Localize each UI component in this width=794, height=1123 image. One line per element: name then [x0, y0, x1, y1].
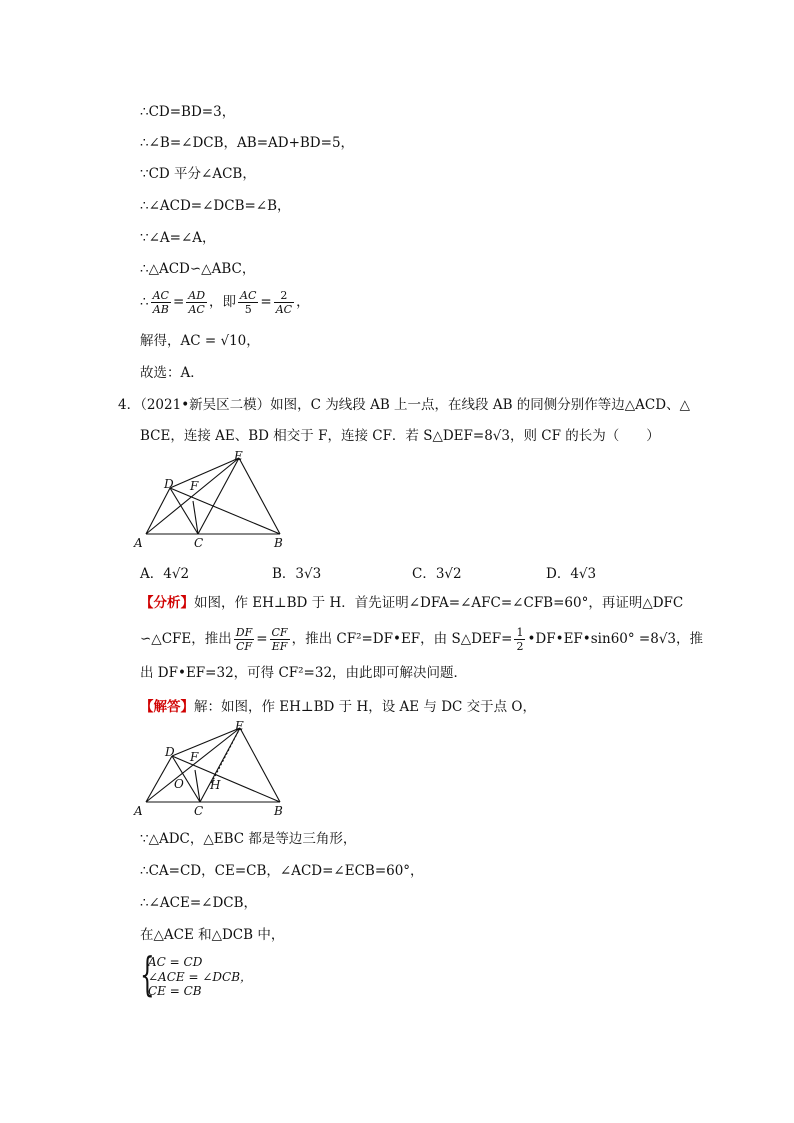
option-d[interactable]: D．4√3 [546, 566, 597, 582]
analysis-line: 出 DF•EF=32，可得 CF²=32，由此即可解决问题． [140, 665, 468, 681]
analysis-line: ∽△CFE，推出 $\frac{DF}{CF}$ = $\frac{CF}{EF}$ ，推出 CF²=DF•EF，由 S△DEF= $\frac{1}{2}$ •DF•EF•sin60° =8√3，推 [140, 626, 704, 653]
text-line: ∴△ACD∽△ABC， [140, 261, 256, 277]
analysis-tag: 【分析】 [140, 595, 194, 611]
answer-line: 【解答】解：如图，作 EH⊥BD 于 H，设 AE 与 DC 交于点 O， [140, 699, 536, 715]
fraction: $\frac{AC}{AB}$ [152, 289, 169, 316]
analysis-line: 【分析】如图，作 EH⊥BD 于 H．首先证明∠DFA=∠AFC=∠CFB=60°，再证明△DFC [140, 595, 684, 611]
point-label: H [210, 778, 221, 792]
text-line: 故选：A． [140, 365, 204, 381]
fraction: $\frac{DF}{CF}$ [235, 626, 253, 653]
fraction: $\frac{2}{AC}$ [275, 289, 293, 316]
fraction: $\frac{CF}{EF}$ [271, 626, 288, 653]
fraction: $\frac{1}{2}$ [516, 626, 524, 653]
answer-line: ∵△ADC，△EBC 都是等边三角形， [140, 831, 357, 847]
point-label: D [165, 745, 175, 759]
option-a[interactable]: A．4√2 [140, 566, 190, 582]
option-b[interactable]: B．3√3 [272, 566, 322, 582]
text-line: ∵CD 平分∠ACB， [140, 166, 256, 182]
point-label: C [194, 536, 204, 550]
point-label: C [194, 804, 204, 818]
point-label: E [235, 719, 244, 733]
system-row: CE = CB [148, 984, 202, 998]
option-c[interactable]: C．3√2 [412, 566, 462, 582]
text-line: 解得，AC = √10， [140, 333, 260, 349]
point-label: E [234, 449, 243, 463]
text-line: ∴CD=BD=3， [140, 104, 236, 120]
fraction: $\frac{AD}{AC}$ [188, 289, 206, 316]
fraction: $\frac{AC}{5}$ [240, 289, 257, 316]
system-row: AC = CD [148, 955, 203, 969]
brace-symbol: { [140, 947, 155, 1001]
proportion-line: ∴ $\frac{AC}{AB}$ = $\frac{AD}{AC}$ ，即 $\frac{AC}{5}$ = $\frac{2}{AC}$ ， [140, 289, 310, 316]
question-line: BCE，连接 AE、BD 相交于 F，连接 CF．若 S△DEF=8√3，则 CF 的长为（ ） [140, 428, 660, 444]
point-label: A [134, 536, 143, 550]
system-row: ∠ACE = ∠DCB， [148, 969, 253, 984]
text-line: ∴∠B=∠DCB，AB=AD+BD=5， [140, 135, 355, 151]
point-label: B [274, 536, 283, 550]
answer-line: 在△ACE 和△DCB 中， [140, 927, 285, 943]
point-label: F [190, 479, 199, 493]
answer-tag: 【解答】 [140, 699, 194, 715]
answer-line: ∴CA=CD，CE=CB，∠ACD=∠ECB=60°， [140, 863, 424, 879]
answer-line: ∴∠ACE=∠DCB， [140, 895, 258, 911]
point-label: D [164, 477, 174, 491]
point-label: A [134, 804, 143, 818]
point-label: O [174, 777, 184, 791]
figure-2 [132, 716, 302, 820]
question-line: 4．（2021•新吴区二模）如图，C 为线段 AB 上一点，在线段 AB 的同侧分别作等边△ACD、△ [118, 397, 690, 413]
figure-1 [132, 448, 302, 552]
point-label: B [274, 804, 283, 818]
point-label: F [190, 750, 199, 764]
text-line: ∵∠A=∠A， [140, 230, 216, 246]
text-line: ∴∠ACD=∠DCB=∠B， [140, 198, 291, 214]
